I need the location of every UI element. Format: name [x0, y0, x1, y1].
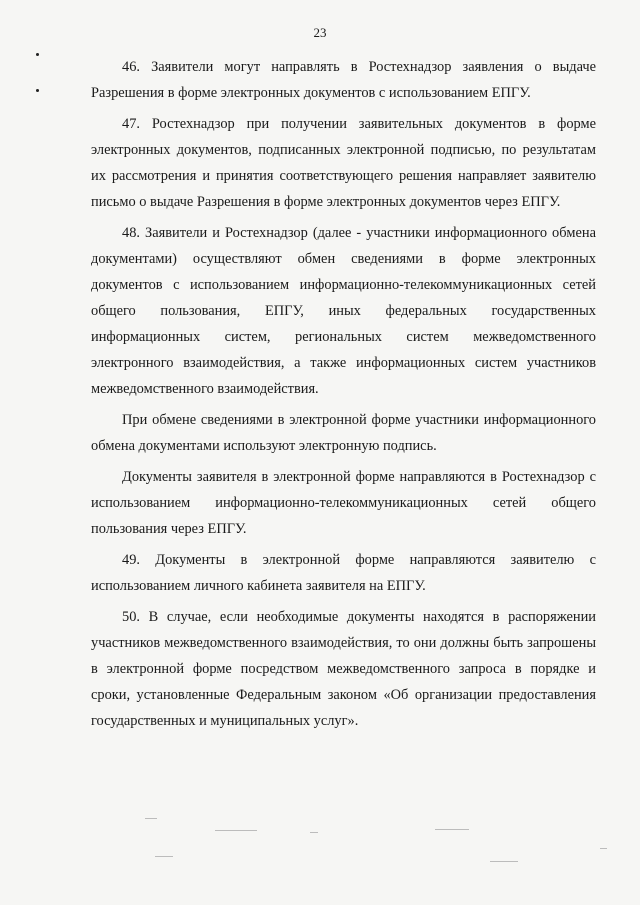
scan-noise [490, 861, 518, 862]
page-number: 23 [313, 25, 327, 40]
scan-artifact-dot [36, 53, 39, 56]
scan-noise [310, 832, 318, 833]
paragraph-48-documents: Документы заявителя в электронной форме направляются в Ростехнадзор с использованием информационно-телекоммуникационных сетей общего пользования через ЕПГУ. [91, 469, 596, 537]
paragraph-49: 49. Документы в электронной форме направляются заявителю с использованием личного кабинета заявителя на ЕПГУ. [91, 552, 596, 594]
paragraph-48: 48. Заявители и Ростехнадзор (далее - участники информационного обмена документами) осуществляют обмен сведениями в форме электронных документов с использованием информационно-телекоммуникационных сетей общего пользования, ЕПГУ, иных федеральных государственных информационных систем, региональных систем межведомственного электронного взаимодействия, а также информационных систем участников межведомственного взаимодействия. [91, 225, 596, 397]
scan-artifact-dot [36, 89, 39, 92]
document-body [91, 54, 596, 734]
paragraph-50: 50. В случае, если необходимые документы находятся в распоряжении участников межведомственного взаимодействия, то они должны быть запрошены в электронной форме посредством межведомственного запроса в порядке и сроки, установленные Федеральным законом «Об организации предоставления государственных и муниципальных услуг». [91, 609, 596, 729]
paragraph-48-signature: При обмене сведениями в электронной форме участники информационного обмена документами используют электронную подпись. [91, 412, 596, 454]
scan-noise [145, 818, 157, 819]
scan-noise [215, 830, 257, 831]
scan-noise [600, 848, 607, 849]
paragraph-46: 46. Заявители могут направлять в Ростехнадзор заявления о выдаче Разрешения в форме электронных документов с использованием ЕПГУ. [91, 59, 596, 101]
paragraph-47: 47. Ростехнадзор при получении заявительных документов в форме электронных документов, подписанных электронной подписью, по результатам их рассмотрения и принятия соответствующего решения направляет заявителю письмо о выдаче Разрешения в форме электронных документов через ЕПГУ. [91, 116, 596, 210]
scan-noise [155, 856, 173, 857]
scan-noise [435, 829, 469, 830]
